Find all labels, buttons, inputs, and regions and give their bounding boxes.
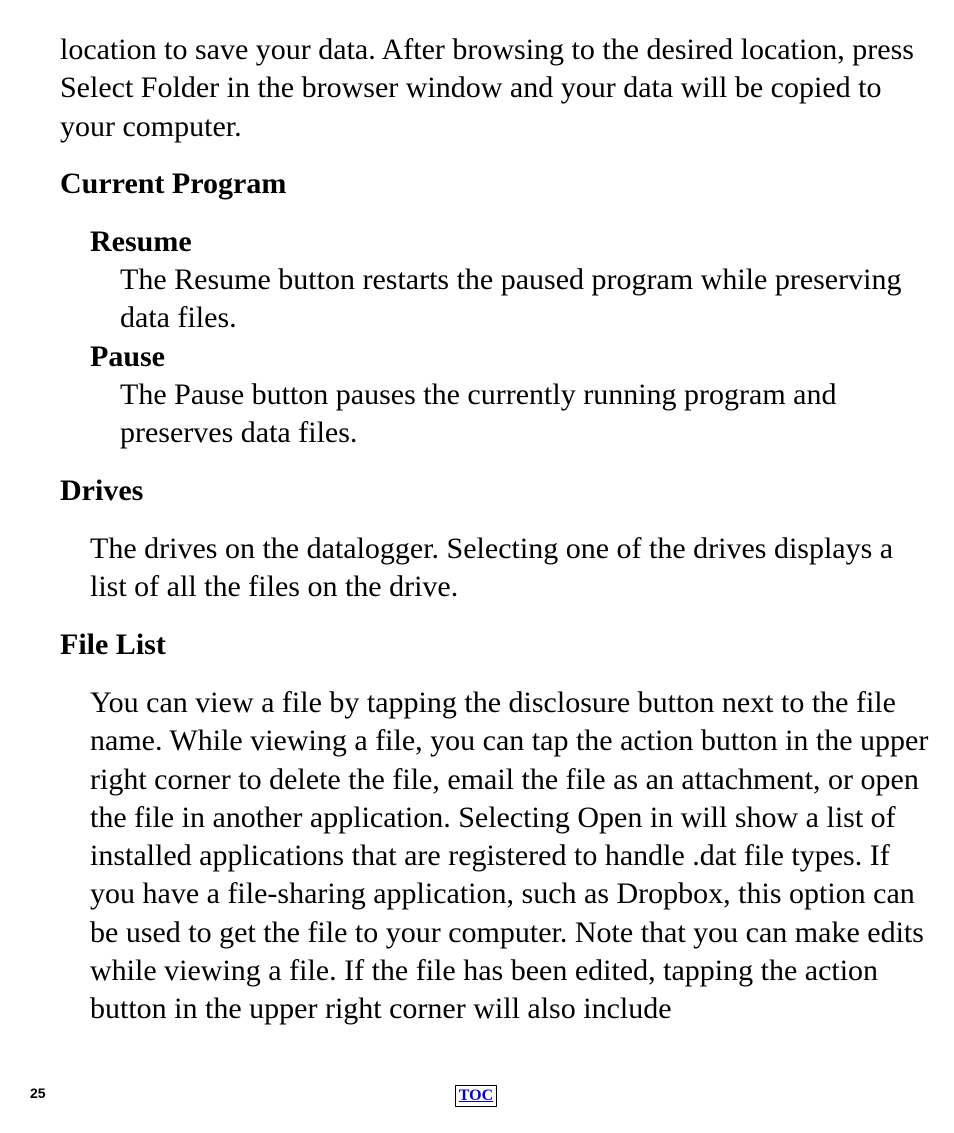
file-list-description: You can view a file by tapping the disclosure button next to the file name. While viewing a file, you can tap the action button in the upper right corner to delete the file, email the file as an attachment, or open the file in another application. Selecting Open in will show a list of installed applications that are registered to handle .dat file types. If you have a file-sharing application, such as Dropbox, this option can be used to get the file to your computer. Note that you can make edits while viewing a file. If the file has been edited, tapping the action button in the upper right corner will also include — [90, 686, 929, 1026]
heading-current-program: Current Program — [60, 167, 287, 200]
page-number: 25 — [30, 1085, 46, 1101]
pause-description: The Pause button pauses the currently running program and preserves data files. — [120, 378, 837, 450]
drives-description: The drives on the datalogger. Selecting one of the drives displays a list of all the files on the drive. — [90, 532, 894, 604]
heading-resume: Resume — [90, 225, 192, 258]
heading-drives: Drives — [60, 474, 144, 507]
heading-pause: Pause — [90, 340, 165, 373]
toc-link[interactable]: TOC — [455, 1085, 497, 1107]
intro-paragraph: location to save your data. After browsing to the desired location, press Select Folder in the browser window and your data will be copied to your computer. — [60, 33, 914, 143]
resume-description: The Resume button restarts the paused program while preserving data files. — [120, 263, 902, 335]
heading-file-list: File List — [60, 628, 166, 661]
